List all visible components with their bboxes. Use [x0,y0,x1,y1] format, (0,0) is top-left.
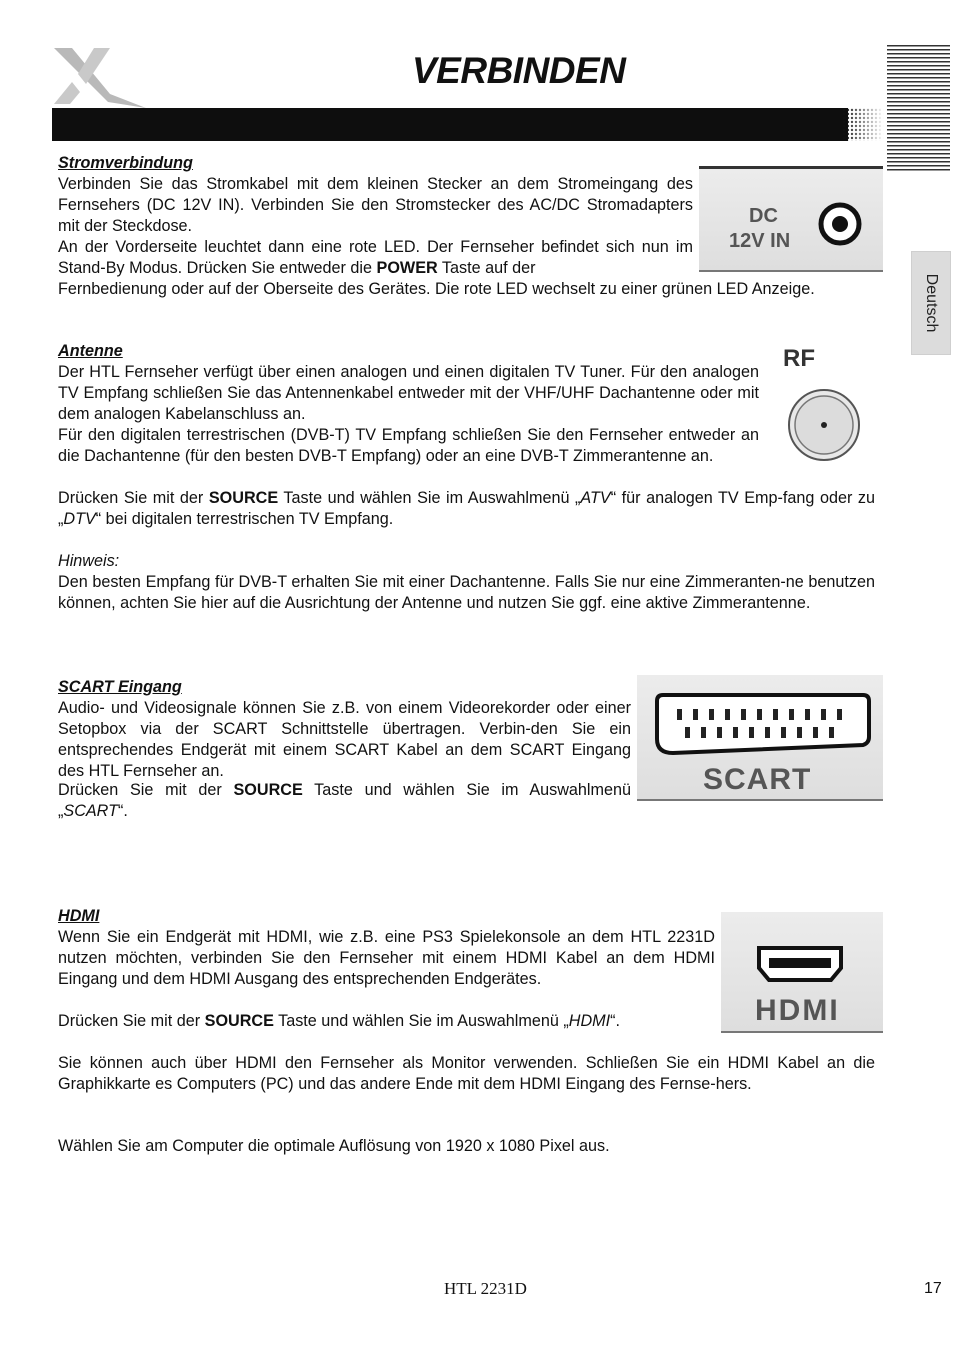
dc-in-label-2: 12V IN [729,230,791,252]
header-bar [52,108,848,141]
decorative-lines [887,45,950,171]
scart-connector-icon [653,689,873,757]
bar-dot-pattern [842,108,884,141]
antenne-paragraph-3: Drücken Sie mit der SOURCE Taste und wählen Sie im Auswahlmenü „ATV“ für analogen TV Emp-fang oder zu „DTV“ bei digitalen terrestrischen TV Empfang. [58,489,875,528]
footer-model: HTL 2231D [444,1279,527,1298]
section-heading-stromverbindung: Stromverbindung [58,154,193,172]
antenne-paragraph-1: Der HTL Fernseher verfügt über einen analogen und einen digitalen TV Tuner. Für den analogen TV Empfang schließen Sie das Antennenkabel entweder mit der VHF/UHF Dachantenne oder mit dem analogen Kabelanschluss an. [58,363,759,423]
hinweis-paragraph: Den besten Empfang für DVB-T erhalten Sie mit einer Dachantenne. Falls Sie nur eine Zimmeranten-ne benutzen können, achten Sie hier auf die Ausrichtung der Antenne und nutzen Sie ggf. eine aktive Zimmerantenne. [58,573,875,612]
hdmi-port-image [721,912,883,1033]
hdmi-connector-icon [755,944,845,984]
hdmi-paragraph-2: Drücken Sie mit der SOURCE Taste und wählen Sie im Auswahlmenü „HDMI“. [58,1012,621,1030]
page-number: 17 [924,1280,942,1297]
page-title: VERBINDEN [412,50,626,91]
rf-label: RF [783,345,815,372]
strom-paragraph-3: Fernbedienung oder auf der Oberseite des Gerätes. Die rote LED wechselt zu einer grünen LED Anzeige. [58,280,815,298]
hdmi-paragraph-1: Wenn Sie ein Endgerät mit HDMI, wie z.B. eine PS3 Spielekonsole an dem HTL 2231D nutzen möchten, verbinden Sie den Fernseher mit einem HDMI Kabel an dem HDMI Eingang und dem HDMI Ausgang des entsprechenden Endgerätes. [58,928,715,988]
dc-jack-icon [815,201,865,247]
language-tab [911,251,951,355]
strom-paragraph-2: An der Vorderseite leuchtet dann eine rote LED. Der Fernseher befindet sich nun im Stand-By Modus. Drücken Sie entweder die POWER Taste auf der [58,238,693,277]
language-tab-label: Deutsch [923,273,940,333]
scart-label: SCART [703,763,812,796]
scart-port-image [637,675,883,801]
brand-logo [50,44,150,110]
antenne-paragraph-2: Für den digitalen terrestrischen (DVB-T) TV Empfang schließen Sie den Fernseher entweder an die Dachantenne (für den besten DVB-T Empfang) oder an eine DVB-T Zimmerantenne an. [58,426,759,465]
dc-in-port-image [699,166,883,272]
section-heading-scart: SCART Eingang [58,678,182,696]
strom-paragraph-1: Verbinden Sie das Stromkabel mit dem kleinen Stecker an dem Stromeingang des Fernsehers (DC 12V IN). Verbinden Sie den Stromstecker des AC/DC Stromadapters mit der Steckdose. [58,175,693,235]
section-heading-hdmi: HDMI [58,907,100,925]
rf-connector-icon [786,387,862,463]
scart-paragraph-1: Audio- und Videosignale können Sie z.B. von einem Videorekorder oder einer Setopbox via der SCART Schnittstelle übertragen. Verbin-den Sie ein entsprechendes Endgerät mit einem SCART Kabel an dem SCART Eingang des HTL Fernseher an. [58,699,631,780]
hdmi-paragraph-4: Wählen Sie am Computer die optimale Auflösung von 1920 x 1080 Pixel aus. [58,1137,610,1155]
hinweis-heading: Hinweis: [58,552,120,570]
scart-paragraph-2: Drücken Sie mit der SOURCE Taste und wählen Sie im Auswahlmenü „SCART“. [58,781,631,820]
hdmi-label: HDMI [755,994,840,1027]
hdmi-paragraph-3: Sie können auch über HDMI den Fernseher als Monitor verwenden. Schließen Sie ein HDMI Kabel an die Graphikkarte es Computers (PC) und das andere Ende mit dem HDMI Eingang des Fernse-hers. [58,1054,875,1093]
section-heading-antenne: Antenne [58,342,123,360]
rf-port-image [780,345,870,465]
dc-in-label-1: DC [749,205,778,227]
